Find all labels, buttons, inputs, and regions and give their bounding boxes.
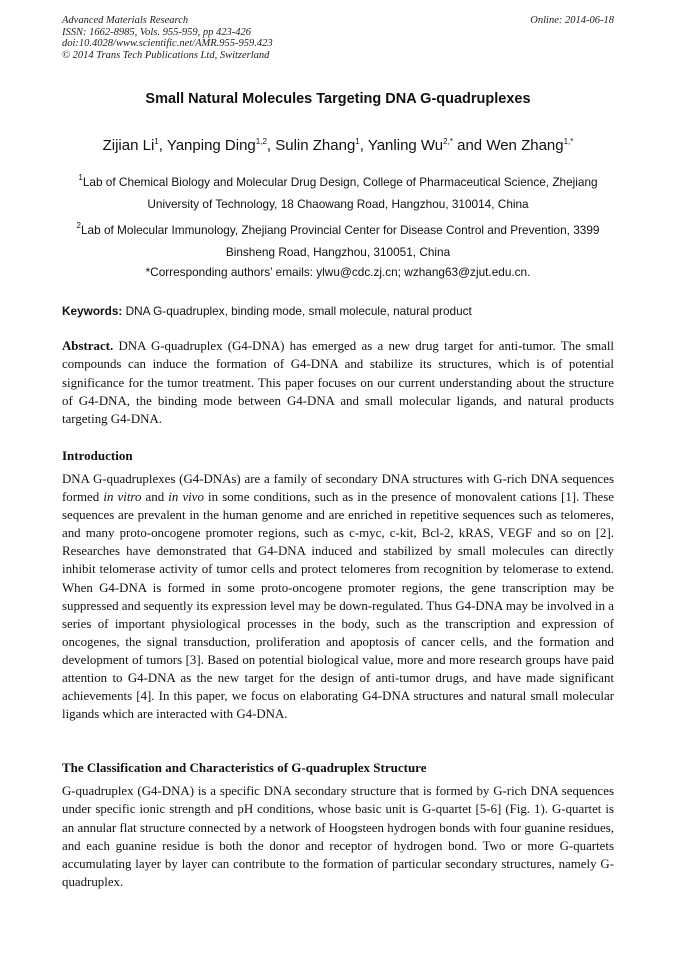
- journal-name: Advanced Materials Research: [62, 15, 189, 26]
- affiliation-2: $^2$Lab of Molecular Immunology, Zhejiang Provincial Center for Disease Control and Prevention, 3399 Binsheng Road, Hangzhou, 310051, China: [76, 221, 600, 259]
- copyright-line: © 2014 Trans Tech Publications Ltd, Switzerland: [62, 49, 270, 61]
- keywords-text: DNA G-quadruplex, binding mode, small molecule, natural product: [122, 304, 472, 318]
- abstract-text: DNA G-quadruplex (G4-DNA) has emerged as a new drug target for anti-tumor. The small compounds can induce the formation of G4-DNA and stabilize its structures, which is of potential significance for the tumor treatment. This paper focuses on our current understanding about the structure of G4-DNA, the binding mode between G4-DNA and small molecular ligands, and natural products targeting G4-DNA.: [62, 339, 614, 427]
- keywords-label: Keywords:: [62, 304, 123, 318]
- author: Yanping Ding$^{1,2}$: [166, 137, 267, 154]
- section-body-classification: G-quadruplex (G4-DNA) is a specific DNA secondary structure that is formed by G-rich DNA sequences under specific ionic strength and pH conditions, whose basic unit is G-quartet [5-6] (Fig. 1). G-quartet is an annular flat structure connected by a network of Hoogsteen hydrogen bonds with four guanine residues, and each guanine residue is both the donor and receptor of hydrogen bond. Two or more G-quartets accumulating layer by layer can contribute to the formation of particular secondary structures, namely G-quadruplex.: [62, 784, 614, 890]
- author: Yanling $Wu^{2,*}$: [367, 137, 453, 154]
- author-list: Zijian Li$^1$, Yanping Ding$^{1,2}$, Sulin Zhang$^1$, Yanling $Wu^{2,*}$ and Wen Zhang$^{1,*}$: [102, 137, 574, 154]
- author: Sulin Zhang$^1$: [275, 137, 360, 154]
- keywords: [62, 301, 614, 321]
- section-body-introduction: DNA G-quadruplexes (G4-DNAs) are a family of secondary DNA structures with G-rich DNA sequences formed in vitro and in vivo in some conditions, such as in the presence of monovalent cations [1]. These sequences are prevalent in the human genome and are enriched in repetitive sequences such as telomeres, and many proto-oncogene promoter regions, such as c-myc, c-kit, Bcl-2, kRAS, VEGF and so on [2]. Researches have demonstrated that G4-DNA induced and stabilized by small molecules can directly inhibit telomerase activity of tumor cells and protect telomeres from recognition by telomerase to extend. When G4-DNA is formed in some proto-oncogene promoter regions, the gene transcription may be suppressed and sequently its expression level may be down-regulated. Thus G4-DNA may be involved in a series of important physiological processes in the body, such as the transcription and expression of oncogenes, the signal transduction, proliferation and apoptosis of cancer cells, and the formation and development of tumors [3]. Based on potential biological value, more and more research groups have paid attention to G4-DNA as the new target for the design of anti-tumor drugs, and have made significant achievements [4]. In this paper, we focus on elaborating G4-DNA structures and natural small molecular ligands which are interacted with G4-DNA.: [62, 472, 614, 722]
- author: Wen Zhang$^{1,*}$: [486, 137, 574, 154]
- journal-header: [62, 15, 273, 61]
- section-heading-introduction: Introduction: [62, 448, 133, 463]
- online-date: Online: 2014-06-18: [530, 15, 614, 26]
- issn-line: ISSN: 1662-8985, Vols. 955-959, pp 423-426: [62, 26, 251, 38]
- author: Zijian Li$^1$: [102, 137, 159, 154]
- paper-title: Small Natural Molecules Targeting DNA G-quadruplexes: [145, 91, 531, 107]
- section-heading-classification: The Classification and Characteristics of G-quadruplex Structure: [62, 760, 427, 775]
- corresponding-emails: *Corresponding authors’ emails: ylwu@cdc.zj.cn; wzhang63@zjut.edu.cn.: [145, 265, 531, 279]
- affiliation-1: $^1$Lab of Chemical Biology and Molecular Drug Design, College of Pharmaceutical Science, Zhejiang University of Technology, 18 Chaowang Road, Hangzhou, 310014, China: [78, 173, 598, 211]
- abstract: [62, 337, 614, 428]
- abstract-label: Abstract.: [62, 339, 114, 353]
- doi-line: doi:10.4028/www.scientific.net/AMR.955-959.423: [62, 38, 273, 49]
